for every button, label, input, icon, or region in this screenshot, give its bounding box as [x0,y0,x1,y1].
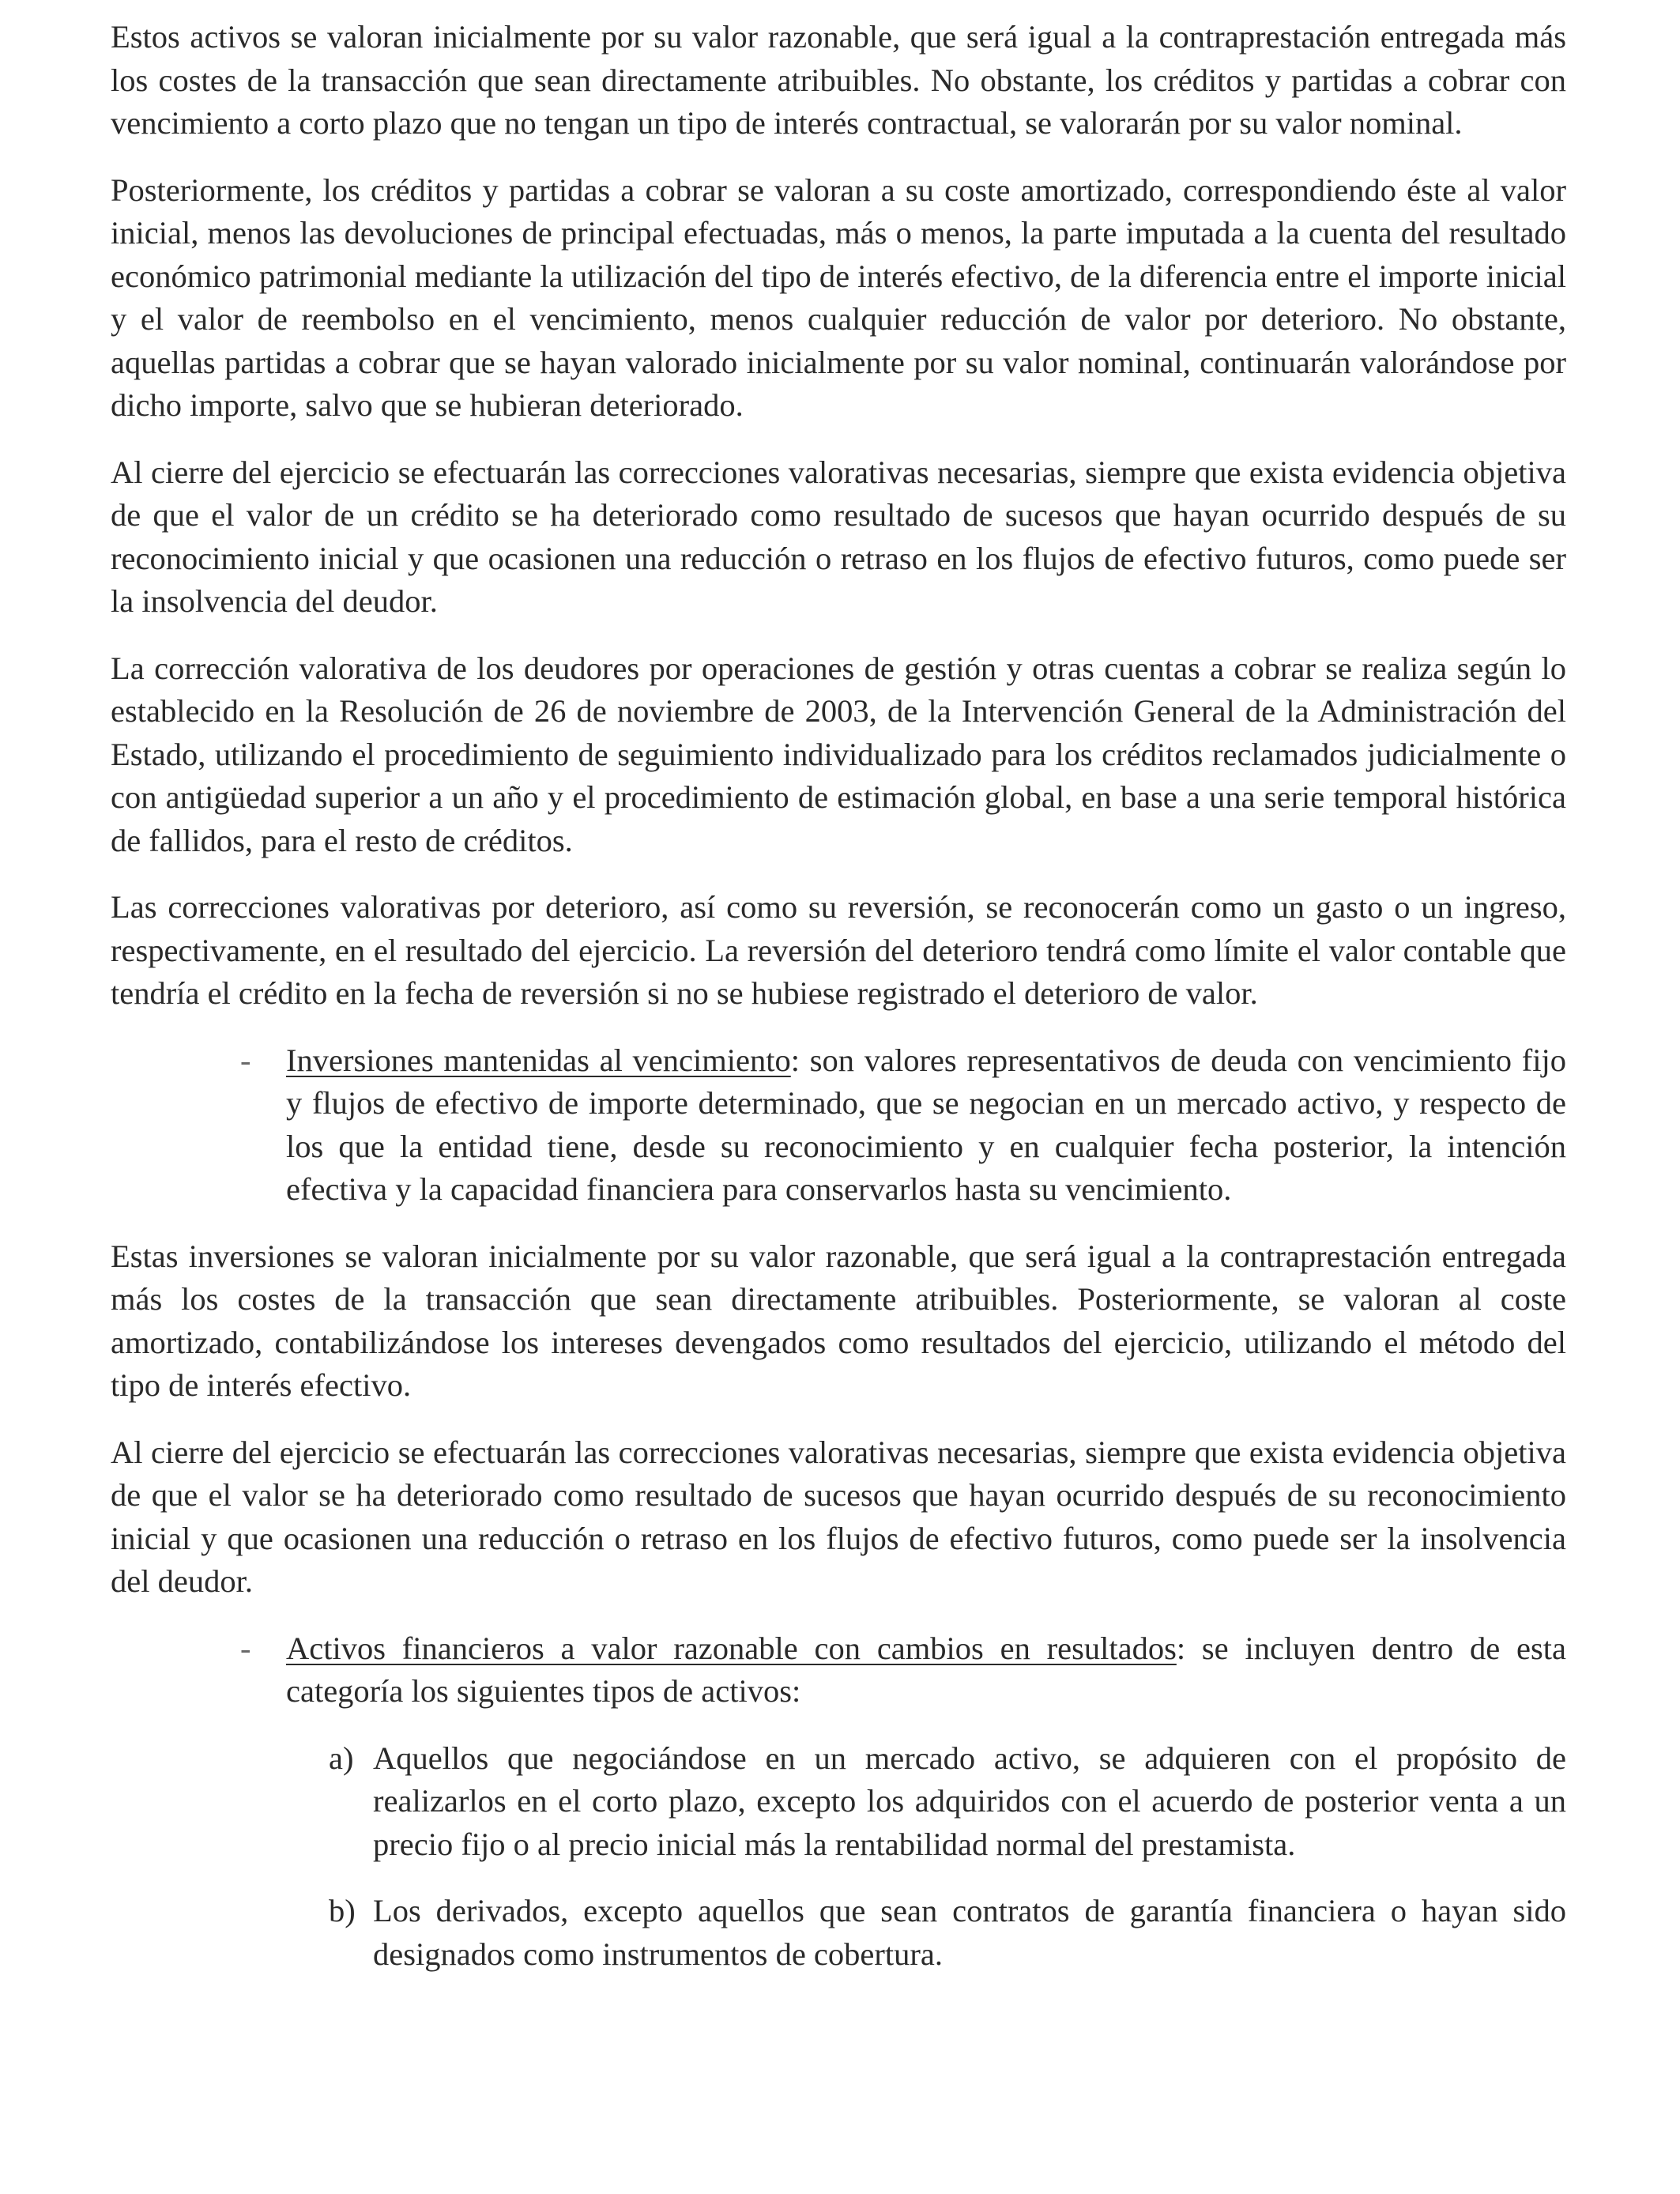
paragraph-coste-amortizado: Posteriormente, los créditos y partidas a cobrar se valoran a su coste amortizado, correspondiendo éste al valor inicial, menos las devoluciones de principal efectuadas, más o menos, la parte imputada a la cuenta del resultado económico patrimonial mediante la utilización del tipo de interés efectivo, de la diferencia entre el importe inicial y el valor de reembolso en el vencimiento, menos cualquier reducción de valor por deterioro. No obstante, aquellas partidas a cobrar que se hayan valorado inicialmente por su valor nominal, continuarán valorándose por dicho importe, salvo que se hubieran deteriorado. [111,172,1566,423]
subitem-a [329,1737,1566,1867]
paragraph-correcciones-valor: Al cierre del ejercicio se efectuarán las correcciones valorativas necesarias, siempre que exista evidencia objetiva de que el valor se ha deteriorado como resultado de sucesos que hayan ocurrido después de su reconocimiento inicial y que ocasionen una reducción o retraso en los flujos de efectivo futuros, como puede ser la insolvencia del deudor. [111,1434,1566,1599]
bullet-term: Activos financieros a valor razonable con cambios en resultados [286,1630,1177,1666]
bullet-text: : son valores representativos de deuda con vencimiento fijo y flujos de efectivo de importe determinado, que se negocian en un mercado activo, y respecto de los que la entidad tiene, desde su reconocimiento y en cualquier fecha posterior, la intención efectiva y la capacidad financiera para conservarlos hasta su vencimiento. [286,1042,1567,1207]
subitem-marker: a) [329,1740,354,1776]
bullet-text: : se incluyen dentro de esta categoría los siguientes tipos de activos: [286,1630,1566,1709]
bullet-dash: - [240,1630,251,1666]
paragraph-valoracion-inicial: Estos activos se valoran inicialmente por su valor razonable, que será igual a la contraprestación entregada más los costes de la transacción que sean directamente atribuibles. No obstante, los créditos y partidas a cobrar con vencimiento a corto plazo que no tengan un tipo de interés contractual, se valorarán por su valor nominal. [111,19,1566,141]
paragraph-correccion-deudores: La corrección valorativa de los deudores por operaciones de gestión y otras cuentas a cobrar se realiza según lo establecido en la Resolución de 26 de noviembre de 2003, de la Intervención General de la Administración del Estado, utilizando el procedimiento de seguimiento individualizado para los créditos reclamados judicialmente o con antigüedad superior a un año y el procedimiento de estimación global, en base a una serie temporal histórica de fallidos, para el resto de créditos. [111,650,1566,858]
bullet-dash: - [240,1042,251,1078]
subitem-text: Aquellos que negociándose en un mercado activo, se adquieren con el propósito de realizarlos en el corto plazo, excepto los adquiridos con el acuerdo de posterior venta a un precio fijo o al precio inicial más la rentabilidad normal del prestamista. [373,1740,1566,1862]
bullet-activos-valor-razonable [240,1627,1566,1713]
subitem-marker: b) [329,1893,356,1928]
paragraph-inversiones-valoracion: Estas inversiones se valoran inicialmente por su valor razonable, que será igual a la contraprestación entregada más los costes de la transacción que sean directamente atribuibles. Posteriormente, se valoran al coste amortizado, contabilizándose los intereses devengados como resultados del ejercicio, utilizando el método del tipo de interés efectivo. [111,1238,1566,1403]
bullet-inversiones-vencimiento [240,1039,1567,1212]
paragraph-correcciones-credito: Al cierre del ejercicio se efectuarán las correcciones valorativas necesarias, siempre que exista evidencia objetiva de que el valor de un crédito se ha deteriorado como resultado de sucesos que hayan ocurrido después de su reconocimiento inicial y que ocasionen una reducción o retraso en los flujos de efectivo futuros, como puede ser la insolvencia del deudor. [111,454,1566,619]
bullet-term: Inversiones mantenidas al vencimiento [286,1042,791,1078]
subitem-text: Los derivados, excepto aquellos que sean contratos de garantía financiera o hayan sido designados como instrumentos de cobertura. [373,1893,1566,1972]
subitem-b [329,1890,1566,1976]
paragraph-reversion-deterioro: Las correcciones valorativas por deterioro, así como su reversión, se reconocerán como un gasto o un ingreso, respectivamente, en el resultado del ejercicio. La reversión del deterioro tendrá como límite el valor contable que tendría el crédito en la fecha de reversión si no se hubiese registrado el deterioro de valor. [111,889,1566,1011]
document-page [111,16,1566,2000]
